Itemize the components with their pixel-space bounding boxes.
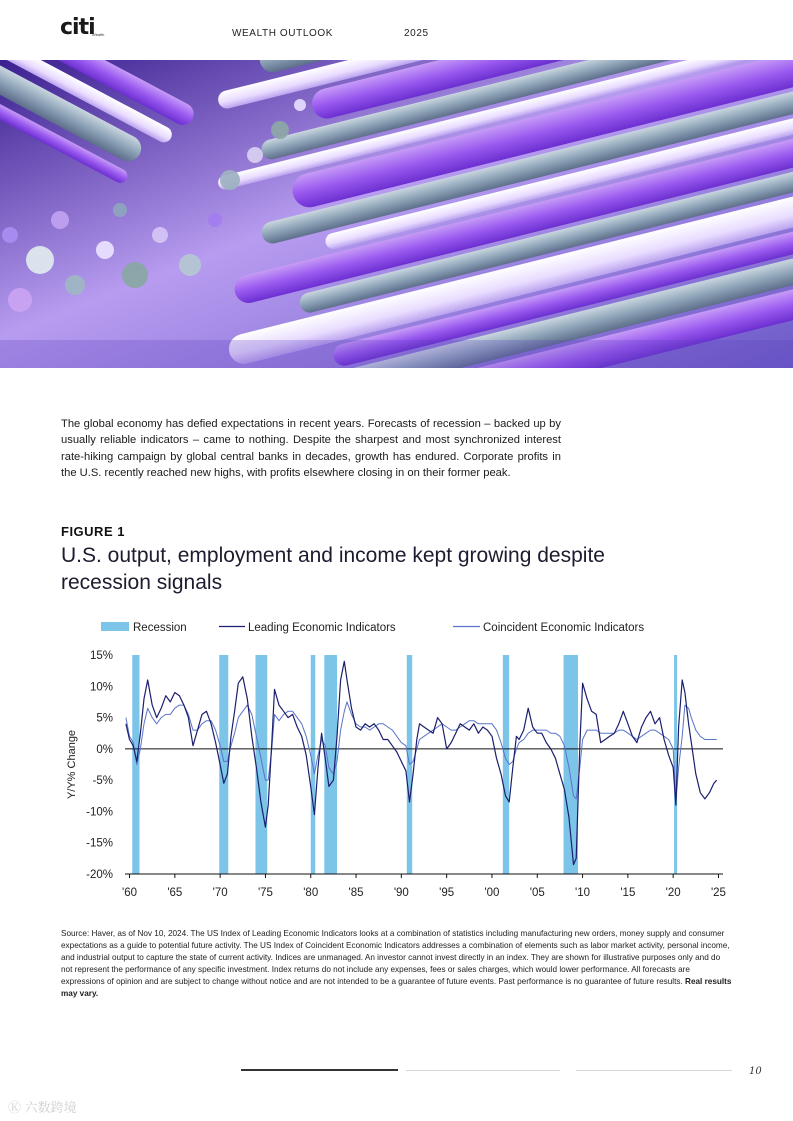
figure-chart (55, 610, 735, 910)
x-tick-label: '90 (393, 887, 409, 899)
series-line-leading (126, 661, 717, 864)
series-line-coincident (126, 702, 717, 802)
source-note (61, 928, 733, 1000)
x-tick-label: '95 (439, 887, 455, 899)
hero-illustration (0, 60, 793, 368)
legend-coincident-label: Coincident Economic Indicators (483, 622, 645, 634)
legend-recession-label: Recession (133, 622, 187, 634)
y-tick-label: 5% (96, 712, 113, 725)
line-chart (55, 610, 735, 910)
x-tick-label: '65 (167, 887, 183, 899)
y-tick-label: 0% (96, 743, 113, 756)
y-tick-label: -15% (86, 837, 113, 850)
x-tick-label: '10 (575, 887, 591, 899)
recession-band (255, 655, 267, 874)
recession-band (503, 655, 509, 874)
x-tick-label: '05 (529, 887, 545, 899)
intro-paragraph: The global economy has defied expectations in recent years. Forecasts of recession – backed up by usually reliable indicators – came to nothing. Despite the sharpest and most synchronized interest rate-hiking campaign by global central banks in decades, growth has endured. Corporate profits in the U.S. recently reached new highs, with profits elsewhere closing in on their former peak. (61, 418, 561, 479)
figure-label: FIGURE 1 (61, 524, 125, 539)
y-tick-label: -5% (92, 775, 113, 788)
recession-band (132, 655, 139, 874)
source-bold-text: Real results may vary. (61, 977, 732, 998)
y-tick-label: 10% (89, 681, 113, 694)
logo-subtitle: Wealth (92, 32, 105, 37)
recession-band (674, 655, 677, 874)
citi-logo: citi (60, 15, 95, 40)
x-tick-label: '85 (348, 887, 364, 899)
source-text: Source: Haver, as of Nov 10, 2024. The US Index of Leading Economic Indicators looks at a combination of statistics including manufacturing new orders, money supply and consumer expectations as a guide to potential future activity. The US Index of Coincident Economic Indicators addresses a combination of elements such as labor market activity, personal income, and industrial output to capture the state of current activity. Indices are unmanaged. An investor cannot invest directly in an index. They are shown for illustrative purposes only and do not represent the performance of any specific investment. Index returns do not include any expenses, fees or sales charges, which would lower performance. All forecasts are expressions of opinion and are subject to change without notice and are not intended to be a guarantee of future events. Past performance is no guarantee of future results. (61, 929, 730, 986)
page-number: 10 (749, 1066, 762, 1077)
y-tick-label: 15% (89, 650, 113, 662)
page-progress-segment (576, 1070, 732, 1071)
figure-title: U.S. output, employment and income kept growing despite recession signals (61, 544, 605, 594)
x-tick-label: '80 (303, 887, 319, 899)
page-header (0, 0, 793, 60)
y-tick-label: -20% (86, 869, 113, 881)
legend-leading-label: Leading Economic Indicators (248, 622, 396, 634)
hero-image (0, 60, 793, 368)
x-tick-label: '25 (710, 887, 726, 899)
legend-recession-swatch (101, 622, 129, 631)
y-axis-label: Y/Y% Change (66, 729, 78, 800)
x-tick-label: '15 (620, 887, 636, 899)
x-tick-label: '20 (665, 887, 681, 899)
x-tick-label: '70 (212, 887, 228, 899)
header-title: WEALTH OUTLOOK (232, 28, 334, 39)
y-tick-label: -10% (86, 806, 113, 819)
x-tick-label: '00 (484, 887, 500, 899)
page-progress-segment (406, 1070, 560, 1071)
header-year: 2025 (404, 28, 429, 39)
page-progress-active (241, 1069, 398, 1071)
watermark: Ⓚ 六数跨境 (8, 1100, 77, 1115)
x-tick-label: '60 (122, 887, 138, 899)
x-tick-label: '75 (257, 887, 273, 899)
